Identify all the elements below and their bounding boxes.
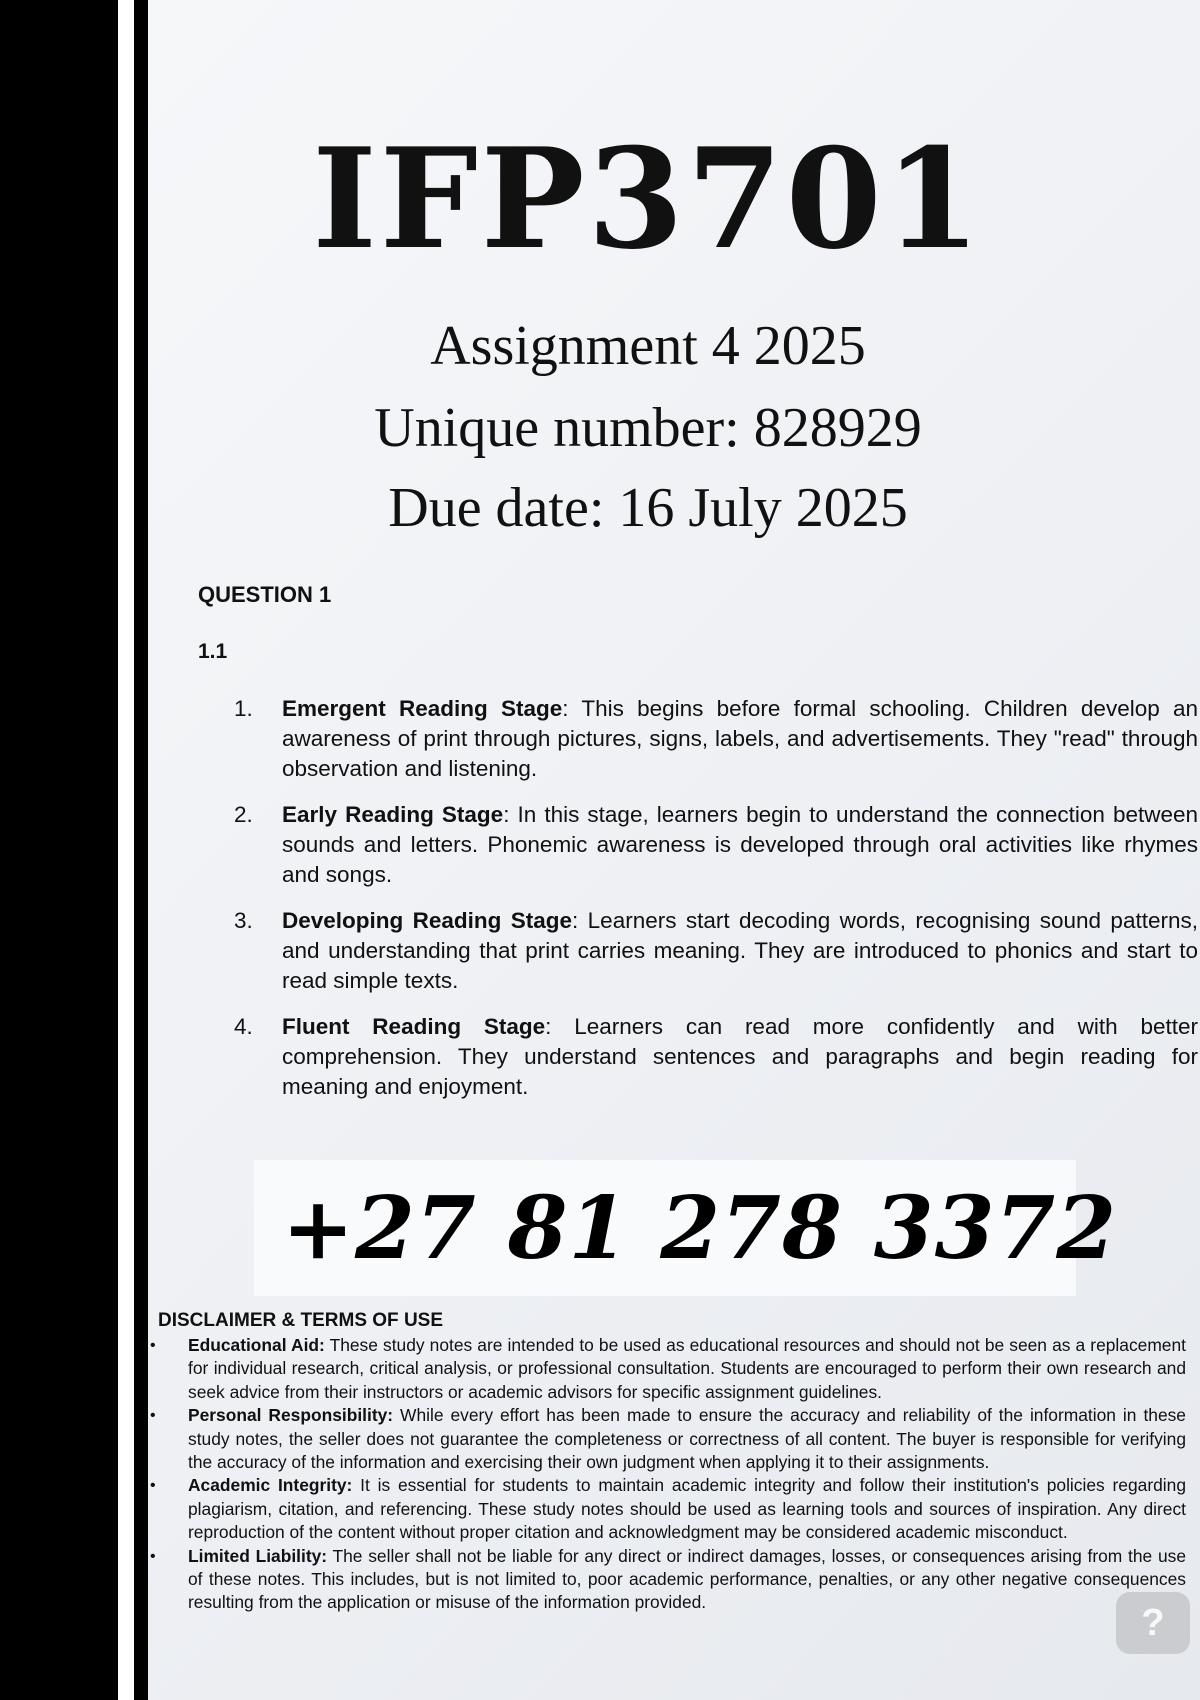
term-text: These study notes are intended to be used as educational resources and should not be seen as a replacement for individual research, critical analysis, or professional consultation. Students are encouraged to perform their own research and seek advice from their instructors or academic advisors for specific assignment guidelines.: [188, 1335, 1186, 1402]
bullet: •: [150, 1337, 156, 1354]
disclaimer-list: [148, 1334, 1186, 1615]
list-number: 2.: [234, 802, 253, 827]
stage-name: Developing Reading Stage: [282, 908, 573, 933]
question-subnumber: 1.1: [198, 640, 228, 663]
question-heading: QUESTION 1: [198, 582, 332, 607]
term-label: Limited Liability:: [188, 1545, 328, 1566]
stage-description: : Learners can read more confidently and with better comprehension. They understand sentences and paragraphs and begin reading for meaning and enjoyment.: [282, 1014, 1198, 1099]
assignment-line: Assignment 4 2025: [430, 315, 866, 377]
list-item: [198, 800, 1198, 890]
list-item: [148, 1334, 1186, 1404]
list-number: 4.: [234, 1014, 253, 1039]
bullet: •: [150, 1547, 156, 1565]
due-date-line: Due date: 16 July 2025: [388, 477, 908, 539]
stage-description: : In this stage, learners begin to understand the connection between sounds and letters. Phonemic awareness is developed through oral activities like rhymes and songs.: [282, 802, 1199, 887]
unique-number-line: Unique number: 828929: [374, 397, 922, 459]
stage-name: Fluent Reading Stage: [282, 1014, 546, 1039]
left-white-gap: [118, 0, 134, 1700]
term-text: The seller shall not be liable for any direct or indirect damages, losses, or consequences arising from the use of these notes. This includes, but is not limited to, poor academic performance, penalties, or any other negative consequences resulting from the application or misuse of the information provided.: [188, 1545, 1186, 1613]
help-badge[interactable]: [1116, 1592, 1190, 1654]
stage-name: Emergent Reading Stage: [282, 696, 563, 721]
list-number: 3.: [234, 908, 253, 933]
stage-description: : This begins before formal schooling. Children develop an awareness of print through pictures, signs, labels, and advertisements. They "read" through observation and listening.: [282, 696, 1198, 781]
term-text: It is essential for students to maintain academic integrity and follow their institution's policies regarding plagiarism, citation, and referencing. These study notes should be used as learning tools and sources of inspiration. Any direct reproduction of the content without proper citation and acknowledgment may be considered academic misconduct.: [188, 1475, 1186, 1543]
disclaimer-title: DISCLAIMER & TERMS OF USE: [158, 1310, 444, 1331]
term-label: Academic Integrity:: [188, 1475, 353, 1496]
left-black-bar: [0, 0, 118, 1700]
help-icon: ?: [1141, 1601, 1165, 1644]
term-text: While every effort has been made to ensure the accuracy and reliability of the information in these study notes, the seller does not guarantee the completeness or correctness of all content. The buyer is responsible for verifying the accuracy of the information and exercising their own judgment when applying it to their assignments.: [188, 1405, 1186, 1473]
course-code-title: IFP3701: [312, 117, 984, 280]
bullet: •: [150, 1407, 156, 1425]
term-label: Educational Aid:: [188, 1335, 325, 1355]
term-label: Personal Responsibility:: [188, 1405, 394, 1426]
list-item: [148, 1545, 1186, 1615]
list-item: [198, 1012, 1198, 1102]
whatsapp-contact-banner[interactable]: [254, 1160, 1118, 1296]
stage-description: : Learners start decoding words, recognising sound patterns, and understanding that print carries meaning. They are introduced to phonics and start to read simple texts.: [282, 908, 1198, 993]
list-item: [198, 694, 1198, 784]
stage-name: Early Reading Stage: [282, 802, 504, 827]
document-page: [148, 0, 1200, 1700]
list-item: [198, 906, 1198, 996]
left-thin-black-bar: [134, 0, 148, 1700]
list-item: [148, 1474, 1186, 1544]
phone-number[interactable]: +27 81 278 3372: [282, 1177, 1118, 1279]
list-item: [148, 1404, 1186, 1474]
reading-stages-list: [198, 694, 1198, 1118]
bullet: •: [150, 1477, 156, 1495]
list-number: 1.: [234, 696, 253, 721]
